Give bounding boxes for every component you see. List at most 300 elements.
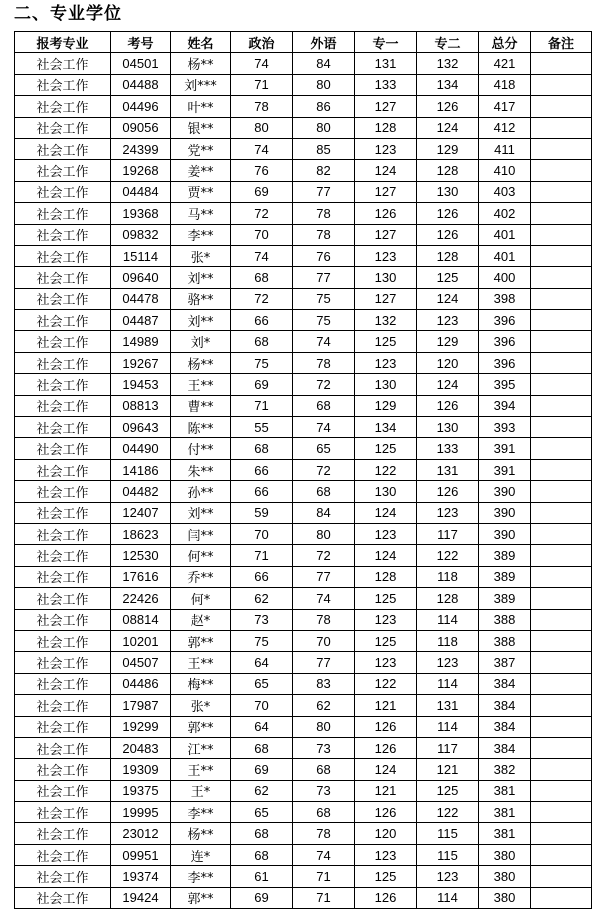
cell-foreign-language: 68 (293, 759, 355, 780)
cell-major: 社会工作 (15, 288, 111, 309)
cell-subject-1: 125 (355, 588, 417, 609)
cell-exam-id: 08813 (111, 395, 171, 416)
cell-subject-1: 130 (355, 374, 417, 395)
cell-remarks (531, 609, 592, 630)
cell-major: 社会工作 (15, 267, 111, 288)
cell-name: 刘*** (171, 74, 231, 95)
cell-exam-id: 04490 (111, 438, 171, 459)
cell-subject-2: 126 (417, 224, 479, 245)
cell-name: 孙** (171, 481, 231, 502)
cell-total: 380 (479, 887, 531, 908)
cell-exam-id: 19424 (111, 887, 171, 908)
cell-foreign-language: 78 (293, 352, 355, 373)
cell-foreign-language: 74 (293, 588, 355, 609)
cell-foreign-language: 78 (293, 203, 355, 224)
cell-remarks (531, 802, 592, 823)
cell-subject-1: 126 (355, 887, 417, 908)
cell-politics: 68 (231, 267, 293, 288)
cell-politics: 69 (231, 887, 293, 908)
cell-major: 社会工作 (15, 823, 111, 844)
cell-name: 王* (171, 780, 231, 801)
cell-subject-1: 130 (355, 267, 417, 288)
cell-name: 刘** (171, 502, 231, 523)
col-header-exam-id: 考号 (111, 32, 171, 53)
cell-politics: 64 (231, 652, 293, 673)
cell-politics: 68 (231, 823, 293, 844)
cell-foreign-language: 77 (293, 652, 355, 673)
cell-subject-1: 121 (355, 695, 417, 716)
cell-total: 389 (479, 588, 531, 609)
cell-subject-1: 123 (355, 844, 417, 865)
table-row (15, 374, 592, 395)
cell-total: 389 (479, 566, 531, 587)
cell-politics: 71 (231, 395, 293, 416)
cell-foreign-language: 86 (293, 96, 355, 117)
cell-total: 400 (479, 267, 531, 288)
cell-name: 乔** (171, 566, 231, 587)
cell-subject-1: 132 (355, 310, 417, 331)
col-header-major: 报考专业 (15, 32, 111, 53)
cell-exam-id: 09056 (111, 117, 171, 138)
table-row (15, 609, 592, 630)
cell-total: 401 (479, 224, 531, 245)
cell-total: 394 (479, 395, 531, 416)
cell-major: 社会工作 (15, 331, 111, 352)
cell-foreign-language: 74 (293, 331, 355, 352)
cell-foreign-language: 78 (293, 609, 355, 630)
cell-subject-2: 118 (417, 566, 479, 587)
cell-exam-id: 19299 (111, 716, 171, 737)
cell-politics: 70 (231, 224, 293, 245)
cell-major: 社会工作 (15, 737, 111, 758)
cell-exam-id: 04484 (111, 181, 171, 202)
cell-exam-id: 17616 (111, 566, 171, 587)
cell-exam-id: 17987 (111, 695, 171, 716)
cell-major: 社会工作 (15, 716, 111, 737)
cell-exam-id: 24399 (111, 138, 171, 159)
cell-subject-1: 122 (355, 459, 417, 480)
cell-politics: 55 (231, 417, 293, 438)
cell-subject-2: 115 (417, 823, 479, 844)
cell-subject-2: 122 (417, 802, 479, 823)
cell-politics: 74 (231, 138, 293, 159)
cell-name: 郭** (171, 716, 231, 737)
table-row (15, 588, 592, 609)
cell-subject-2: 124 (417, 288, 479, 309)
cell-exam-id: 08814 (111, 609, 171, 630)
cell-total: 384 (479, 737, 531, 758)
cell-name: 叶** (171, 96, 231, 117)
table-row (15, 844, 592, 865)
cell-exam-id: 14186 (111, 459, 171, 480)
cell-subject-2: 117 (417, 523, 479, 544)
table-row (15, 523, 592, 544)
cell-major: 社会工作 (15, 224, 111, 245)
cell-major: 社会工作 (15, 630, 111, 651)
cell-foreign-language: 78 (293, 224, 355, 245)
cell-total: 390 (479, 502, 531, 523)
cell-exam-id: 04488 (111, 74, 171, 95)
cell-major: 社会工作 (15, 160, 111, 181)
cell-major: 社会工作 (15, 866, 111, 887)
cell-foreign-language: 82 (293, 160, 355, 181)
cell-major: 社会工作 (15, 374, 111, 395)
cell-subject-1: 125 (355, 866, 417, 887)
table-row (15, 695, 592, 716)
cell-foreign-language: 71 (293, 887, 355, 908)
cell-total: 381 (479, 802, 531, 823)
table-row (15, 630, 592, 651)
cell-foreign-language: 68 (293, 395, 355, 416)
cell-name: 何** (171, 545, 231, 566)
cell-subject-1: 129 (355, 395, 417, 416)
col-header-name: 姓名 (171, 32, 231, 53)
table-row (15, 652, 592, 673)
cell-major: 社会工作 (15, 352, 111, 373)
cell-subject-2: 123 (417, 866, 479, 887)
cell-subject-2: 124 (417, 374, 479, 395)
cell-foreign-language: 84 (293, 502, 355, 523)
cell-subject-2: 129 (417, 331, 479, 352)
cell-politics: 62 (231, 588, 293, 609)
cell-subject-2: 125 (417, 780, 479, 801)
cell-politics: 71 (231, 74, 293, 95)
cell-name: 李** (171, 866, 231, 887)
cell-subject-1: 123 (355, 523, 417, 544)
table-row (15, 224, 592, 245)
cell-exam-id: 12407 (111, 502, 171, 523)
cell-exam-id: 14989 (111, 331, 171, 352)
cell-subject-2: 125 (417, 267, 479, 288)
cell-total: 388 (479, 609, 531, 630)
cell-exam-id: 04507 (111, 652, 171, 673)
cell-remarks (531, 331, 592, 352)
cell-exam-id: 04487 (111, 310, 171, 331)
cell-exam-id: 20483 (111, 737, 171, 758)
cell-remarks (531, 203, 592, 224)
cell-foreign-language: 75 (293, 310, 355, 331)
cell-foreign-language: 62 (293, 695, 355, 716)
cell-politics: 68 (231, 737, 293, 758)
cell-major: 社会工作 (15, 802, 111, 823)
cell-major: 社会工作 (15, 780, 111, 801)
cell-politics: 64 (231, 716, 293, 737)
cell-exam-id: 09643 (111, 417, 171, 438)
cell-exam-id: 12530 (111, 545, 171, 566)
cell-politics: 80 (231, 117, 293, 138)
cell-total: 391 (479, 438, 531, 459)
cell-name: 付** (171, 438, 231, 459)
cell-name: 赵* (171, 609, 231, 630)
cell-total: 398 (479, 288, 531, 309)
cell-remarks (531, 96, 592, 117)
cell-total: 396 (479, 352, 531, 373)
cell-name: 李** (171, 224, 231, 245)
cell-name: 姜** (171, 160, 231, 181)
table-row (15, 267, 592, 288)
cell-major: 社会工作 (15, 695, 111, 716)
cell-foreign-language: 72 (293, 374, 355, 395)
cell-remarks (531, 887, 592, 908)
table-row (15, 823, 592, 844)
cell-remarks (531, 352, 592, 373)
cell-politics: 73 (231, 609, 293, 630)
cell-total: 391 (479, 459, 531, 480)
cell-exam-id: 19375 (111, 780, 171, 801)
cell-subject-2: 132 (417, 53, 479, 74)
cell-politics: 74 (231, 245, 293, 266)
cell-politics: 66 (231, 459, 293, 480)
table-row (15, 395, 592, 416)
cell-name: 何* (171, 588, 231, 609)
cell-foreign-language: 78 (293, 823, 355, 844)
cell-foreign-language: 77 (293, 267, 355, 288)
cell-subject-2: 126 (417, 481, 479, 502)
cell-exam-id: 04482 (111, 481, 171, 502)
cell-foreign-language: 70 (293, 630, 355, 651)
cell-total: 381 (479, 780, 531, 801)
cell-subject-1: 123 (355, 652, 417, 673)
cell-remarks (531, 438, 592, 459)
cell-subject-2: 131 (417, 459, 479, 480)
cell-major: 社会工作 (15, 588, 111, 609)
cell-subject-1: 121 (355, 780, 417, 801)
cell-major: 社会工作 (15, 310, 111, 331)
cell-total: 389 (479, 545, 531, 566)
cell-remarks (531, 737, 592, 758)
table-row (15, 438, 592, 459)
cell-major: 社会工作 (15, 417, 111, 438)
cell-total: 381 (479, 823, 531, 844)
cell-name: 马** (171, 203, 231, 224)
cell-remarks (531, 181, 592, 202)
cell-total: 412 (479, 117, 531, 138)
cell-total: 380 (479, 866, 531, 887)
table-row (15, 502, 592, 523)
col-header-subject-2: 专二 (417, 32, 479, 53)
cell-remarks (531, 502, 592, 523)
cell-foreign-language: 83 (293, 673, 355, 694)
table-row (15, 331, 592, 352)
cell-subject-2: 121 (417, 759, 479, 780)
cell-subject-1: 124 (355, 759, 417, 780)
cell-major: 社会工作 (15, 887, 111, 908)
cell-subject-2: 133 (417, 438, 479, 459)
cell-exam-id: 19268 (111, 160, 171, 181)
cell-subject-1: 123 (355, 352, 417, 373)
cell-foreign-language: 73 (293, 780, 355, 801)
cell-exam-id: 19267 (111, 352, 171, 373)
cell-major: 社会工作 (15, 138, 111, 159)
cell-remarks (531, 545, 592, 566)
cell-total: 417 (479, 96, 531, 117)
cell-subject-2: 134 (417, 74, 479, 95)
cell-subject-2: 123 (417, 652, 479, 673)
cell-major: 社会工作 (15, 438, 111, 459)
cell-major: 社会工作 (15, 74, 111, 95)
cell-subject-1: 126 (355, 802, 417, 823)
cell-total: 388 (479, 630, 531, 651)
cell-politics: 70 (231, 695, 293, 716)
table-row (15, 545, 592, 566)
table-row (15, 74, 592, 95)
cell-foreign-language: 68 (293, 481, 355, 502)
cell-remarks (531, 310, 592, 331)
table-row (15, 181, 592, 202)
cell-exam-id: 10201 (111, 630, 171, 651)
cell-name: 刘** (171, 267, 231, 288)
cell-exam-id: 04501 (111, 53, 171, 74)
cell-subject-1: 127 (355, 96, 417, 117)
col-header-subject-1: 专一 (355, 32, 417, 53)
cell-subject-2: 120 (417, 352, 479, 373)
cell-major: 社会工作 (15, 673, 111, 694)
cell-politics: 62 (231, 780, 293, 801)
table-body (15, 53, 592, 909)
cell-total: 403 (479, 181, 531, 202)
table-row (15, 138, 592, 159)
cell-remarks (531, 74, 592, 95)
cell-subject-1: 127 (355, 181, 417, 202)
cell-remarks (531, 566, 592, 587)
cell-remarks (531, 630, 592, 651)
cell-politics: 72 (231, 288, 293, 309)
cell-major: 社会工作 (15, 96, 111, 117)
cell-total: 380 (479, 844, 531, 865)
cell-foreign-language: 73 (293, 737, 355, 758)
cell-subject-1: 126 (355, 716, 417, 737)
cell-remarks (531, 160, 592, 181)
cell-name: 骆** (171, 288, 231, 309)
cell-subject-2: 114 (417, 887, 479, 908)
cell-subject-2: 130 (417, 181, 479, 202)
cell-name: 江** (171, 737, 231, 758)
table-row (15, 417, 592, 438)
cell-subject-1: 123 (355, 609, 417, 630)
cell-exam-id: 09951 (111, 844, 171, 865)
cell-remarks (531, 844, 592, 865)
cell-total: 382 (479, 759, 531, 780)
cell-total: 396 (479, 310, 531, 331)
cell-subject-1: 133 (355, 74, 417, 95)
table-row (15, 566, 592, 587)
cell-foreign-language: 72 (293, 545, 355, 566)
table-row (15, 780, 592, 801)
cell-major: 社会工作 (15, 203, 111, 224)
cell-foreign-language: 80 (293, 117, 355, 138)
cell-subject-1: 128 (355, 117, 417, 138)
cell-subject-2: 114 (417, 609, 479, 630)
cell-exam-id: 09640 (111, 267, 171, 288)
cell-subject-2: 126 (417, 395, 479, 416)
cell-foreign-language: 74 (293, 417, 355, 438)
cell-subject-1: 126 (355, 203, 417, 224)
cell-total: 421 (479, 53, 531, 74)
table-row (15, 459, 592, 480)
cell-subject-1: 130 (355, 481, 417, 502)
table-row (15, 245, 592, 266)
cell-subject-2: 115 (417, 844, 479, 865)
cell-major: 社会工作 (15, 481, 111, 502)
cell-politics: 66 (231, 310, 293, 331)
cell-exam-id: 04478 (111, 288, 171, 309)
cell-major: 社会工作 (15, 53, 111, 74)
cell-remarks (531, 759, 592, 780)
table-row (15, 160, 592, 181)
cell-exam-id: 19309 (111, 759, 171, 780)
cell-foreign-language: 72 (293, 459, 355, 480)
cell-major: 社会工作 (15, 459, 111, 480)
cell-foreign-language: 76 (293, 245, 355, 266)
table-row (15, 288, 592, 309)
table-row (15, 203, 592, 224)
cell-remarks (531, 417, 592, 438)
cell-remarks (531, 588, 592, 609)
cell-politics: 71 (231, 545, 293, 566)
table-row (15, 673, 592, 694)
cell-foreign-language: 80 (293, 74, 355, 95)
cell-total: 384 (479, 716, 531, 737)
cell-remarks (531, 823, 592, 844)
cell-subject-2: 128 (417, 160, 479, 181)
cell-exam-id: 19374 (111, 866, 171, 887)
cell-remarks (531, 481, 592, 502)
cell-exam-id: 15114 (111, 245, 171, 266)
cell-remarks (531, 117, 592, 138)
table-row (15, 352, 592, 373)
cell-foreign-language: 85 (293, 138, 355, 159)
cell-politics: 70 (231, 523, 293, 544)
cell-politics: 76 (231, 160, 293, 181)
cell-foreign-language: 74 (293, 844, 355, 865)
cell-politics: 78 (231, 96, 293, 117)
cell-politics: 69 (231, 374, 293, 395)
cell-total: 384 (479, 695, 531, 716)
cell-name: 郭** (171, 887, 231, 908)
cell-total: 387 (479, 652, 531, 673)
table-row (15, 481, 592, 502)
cell-subject-2: 128 (417, 245, 479, 266)
cell-major: 社会工作 (15, 117, 111, 138)
table-row (15, 716, 592, 737)
cell-total: 410 (479, 160, 531, 181)
cell-remarks (531, 673, 592, 694)
cell-subject-2: 117 (417, 737, 479, 758)
cell-total: 395 (479, 374, 531, 395)
cell-foreign-language: 75 (293, 288, 355, 309)
cell-major: 社会工作 (15, 844, 111, 865)
cell-politics: 59 (231, 502, 293, 523)
table-row (15, 759, 592, 780)
table-row (15, 96, 592, 117)
cell-subject-2: 128 (417, 588, 479, 609)
cell-name: 党** (171, 138, 231, 159)
cell-remarks (531, 716, 592, 737)
cell-major: 社会工作 (15, 566, 111, 587)
table-row (15, 866, 592, 887)
cell-major: 社会工作 (15, 609, 111, 630)
cell-exam-id: 19995 (111, 802, 171, 823)
cell-politics: 68 (231, 438, 293, 459)
cell-name: 李** (171, 802, 231, 823)
cell-subject-1: 123 (355, 138, 417, 159)
cell-subject-1: 124 (355, 545, 417, 566)
cell-remarks (531, 652, 592, 673)
cell-subject-2: 129 (417, 138, 479, 159)
cell-total: 402 (479, 203, 531, 224)
cell-major: 社会工作 (15, 545, 111, 566)
cell-remarks (531, 288, 592, 309)
